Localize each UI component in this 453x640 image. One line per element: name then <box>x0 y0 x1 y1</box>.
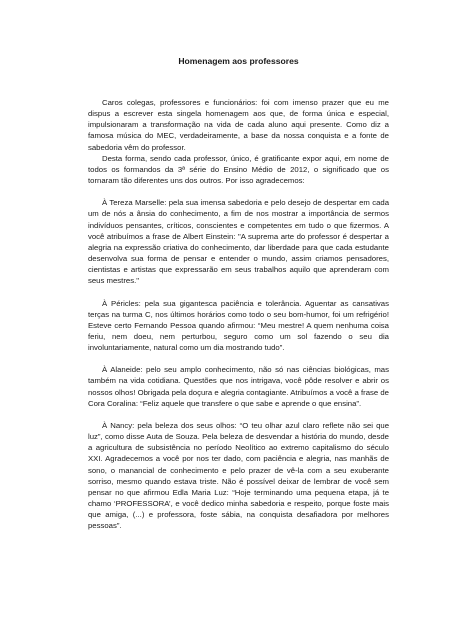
document-body <box>88 97 389 531</box>
paragraph-alaneide: À Alaneide: pelo seu amplo conhecimento, não só nas ciências biológicas, mas também na vida cotidiana. Questões que nos intrigava, você pôde resolver e abrir os nossos olhos! Obrigada pela doçura e alegria contagiante. Atribuímos a você a frase de Cora Coralina: “Feliz aquele que transfere o que sabe e aprende o que ensina”. <box>88 365 389 408</box>
paragraph-pericles: À Péricles: pela sua gigantesca paciência e tolerância. Aguentar as cansativas terças na turma C, nos últimos horários como todo o seu bom-humor, foi um refrigério! Esteve certo Fernando Pessoa quando afirmou: “Meu mestre! A quem nenhuma coisa feriu, nem doeu, nem perturbou, seguro como um sol fazendo o seu dia involuntariamente, natural como um dia mostrando tudo”. <box>88 298 389 353</box>
paragraph-nancy: À Nancy: pela beleza dos seus olhos: “O teu olhar azul claro reflete não sei que luz”, como disse Auta de Souza. Pela beleza de desvendar a história do mundo, desde a agricultura de subsistência no período Neolítico ao extremo capitalismo do século XXI. Agradecemos a você por nos ter dado, com paciência e alegria, nas manhãs de sono, o manancial de conhecimento e pelo prazer de vê-la com a seu exuberante sorriso, mesmo quando estava triste. Não é possível deixar de lembrar de você sem pensar no que afirmou Edla Maria Luz: “Hoje terminando uma pequena etapa, já te chamo ‘PROFESSORA’, e você dedico minha sabedoria e respeito, porque foste mais que amiga, (...) e professora, foste sábia, na conquista desafiadora por melhores pessoas”. <box>88 420 389 531</box>
paragraph-intro: Caros colegas, professores e funcionários: foi com imenso prazer que eu me dispus a escrever esta singela homenagem aos que, de forma única e especial, impulsionaram a transformação na vida de cada aluno aqui presente. Como diz a famosa música do MEC, verdadeiramente, a base da nossa conquista e a fonte de sabedoria vêm do professor. <box>88 98 389 152</box>
paragraph-tereza: À Tereza Marselle: pela sua imensa sabedoria e pelo desejo de despertar em cada um de nós a ânsia do conhecimento, a fim de nos mostrar a importância de sermos indivíduos pensantes, críticos, conscientes e competentes em tudo o que fizermos. A você atribuímos a frase de Albert Einstein: "A suprema arte do professor é despertar a alegria na expressão criativa do conhecimento, dar liberdade para que cada estudante desenvolva sua forma de pensar e entender o mundo, assim criamos pensadores, cientistas e artistas que expressarão em seus trabalhos aquilo que aprenderam com seus mestres." <box>88 198 389 286</box>
document-title: Homenagem aos professores <box>178 56 299 66</box>
paragraph-thanks: Desta forma, sendo cada professor, único, é gratificante expor aqui, em nome de todos os formandos da 3ª série do Ensino Médio de 2012, o significado que os tornaram tão diferentes uns dos outros. Por isso agradecemos: <box>88 153 389 186</box>
